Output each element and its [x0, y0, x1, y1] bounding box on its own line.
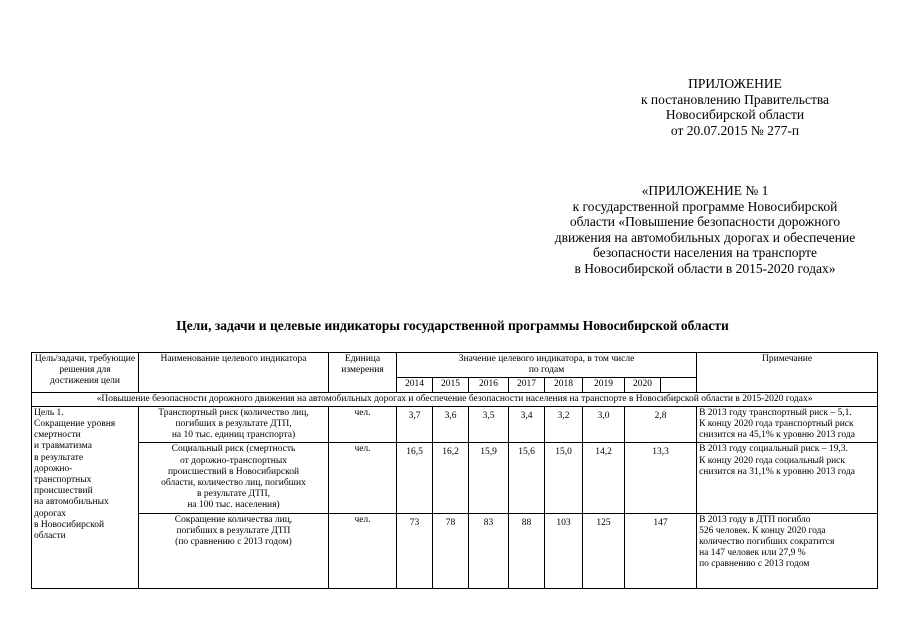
value-cell: 147: [625, 513, 697, 588]
indicator-cell: [139, 513, 329, 588]
indicator-line: области, количество лиц, погибших: [161, 478, 306, 489]
goal-line: транспортных: [34, 475, 92, 486]
value-cell: 15,9: [469, 443, 509, 513]
header-values: Значение целевого индикатора, в том числе по годам: [397, 353, 697, 378]
indicator-line: погибших в результате ДТП: [176, 525, 291, 536]
program-appendix-line: к государственной программе Новосибирской: [572, 198, 838, 214]
unit-cell: чел.: [329, 406, 397, 443]
value-cell: 3,0: [583, 406, 625, 443]
value-cell: 16,2: [433, 443, 469, 513]
goal-line: в результате: [34, 452, 84, 463]
note-line: снизится на 45,1% к уровню 2013 года: [699, 430, 855, 441]
note-line: количество погибших сократится: [699, 537, 835, 548]
value-cell: 2,8: [625, 406, 697, 443]
page-title: Цели, задачи и целевые индикаторы государственной программы Новосибирской области: [176, 318, 729, 333]
goal-line: и травматизма: [34, 441, 92, 452]
note-line: В 2013 году в ДТП погибло: [699, 514, 811, 525]
indicator-line: Транспортный риск (количество лиц,: [158, 407, 309, 418]
program-appendix-header: [520, 183, 890, 276]
program-name-cell: «Повышение безопасности дорожного движения на автомобильных дорогах и обеспечение безопасности населения на транспорте в Новосибирской области в 2015-2020 годах»: [32, 392, 878, 406]
table-row: [32, 406, 878, 443]
goal-line: дорогах: [34, 508, 66, 519]
table-header-row: [32, 353, 878, 378]
note-line: по сравнению с 2013 годом: [699, 559, 810, 570]
indicator-cell: [139, 443, 329, 513]
indicator-line: на 10 тыс. единиц транспорта): [171, 430, 296, 441]
goal-line: на автомобильных: [34, 497, 109, 508]
year-cell: 2017: [509, 378, 545, 392]
value-cell: 15,0: [545, 443, 583, 513]
indicator-line: погибших в результате ДТП,: [175, 419, 292, 430]
table-row: [32, 443, 878, 513]
appendix-line: к постановлению Правительства: [640, 91, 830, 107]
goal-line: дорожно-: [34, 463, 73, 474]
indicator-cell: [139, 406, 329, 443]
year-spacer-cell: [661, 378, 697, 392]
note-line: В 2013 году транспортный риск – 5,1.: [699, 407, 852, 418]
appendix-line: от 20.07.2015 № 277-п: [670, 122, 800, 138]
indicator-line: (по сравнению с 2013 годом): [175, 537, 292, 548]
unit-cell: чел.: [329, 513, 397, 588]
program-appendix-line: области «Повышение безопасности дорожного: [569, 214, 841, 229]
value-cell: 3,2: [545, 406, 583, 443]
program-row: [32, 392, 878, 406]
note-line: К концу 2020 года транспортный риск: [699, 419, 854, 430]
appendix-line: Новосибирской области: [665, 107, 805, 122]
goal-line: смертности: [34, 430, 81, 441]
note-cell: [697, 443, 878, 513]
indicators-table: [31, 352, 878, 589]
value-cell: 88: [509, 513, 545, 588]
value-cell: 3,6: [433, 406, 469, 443]
indicator-line: от дорожно-транспортных: [180, 455, 287, 466]
value-cell: 78: [433, 513, 469, 588]
program-appendix-line: «ПРИЛОЖЕНИЕ № 1: [641, 183, 769, 198]
unit-cell: чел.: [329, 443, 397, 513]
goal-line: в Новосибирской: [34, 519, 105, 530]
indicator-line: Сокращение количества лиц,: [174, 514, 293, 525]
year-cell: 2016: [469, 378, 509, 392]
year-cell: 2020: [625, 378, 661, 392]
value-cell: 3,7: [397, 406, 433, 443]
indicator-line: происшествий в Новосибирской: [167, 466, 300, 477]
year-cell: 2018: [545, 378, 583, 392]
year-cell: 2014: [397, 378, 433, 392]
note-line: К концу 2020 года социальный риск: [699, 455, 846, 466]
value-cell: 103: [545, 513, 583, 588]
header-indicator: Наименование целевого индикатора: [139, 353, 329, 393]
goal-cell: [32, 406, 139, 588]
note-line: на 147 человек или 27,9 %: [699, 548, 806, 559]
value-cell: 73: [397, 513, 433, 588]
value-cell: 15,6: [509, 443, 545, 513]
note-line: В 2013 году социальный риск – 19,3.: [699, 444, 848, 455]
header-unit: Единица измерения: [329, 353, 397, 393]
note-line: 526 человек. К концу 2020 года: [699, 525, 826, 536]
value-cell: 3,4: [509, 406, 545, 443]
value-cell: 14,2: [583, 443, 625, 513]
note-cell: [697, 513, 878, 588]
goal-line: происшествий: [34, 486, 93, 497]
program-appendix-line: безопасности населения на транспорте: [592, 245, 818, 260]
value-cell: 125: [583, 513, 625, 588]
program-appendix-line: в Новосибирской области в 2015-2020 годах»: [574, 260, 836, 276]
appendix-line: ПРИЛОЖЕНИЕ: [688, 76, 782, 91]
program-appendix-line: движения на автомобильных дорогах и обеспечение: [554, 229, 856, 245]
note-line: снизится на 31,1% к уровню 2013 года: [699, 466, 855, 477]
header-note: Примечание: [697, 353, 878, 393]
goal-line: Сокращение уровня: [34, 419, 116, 430]
year-cell: 2019: [583, 378, 625, 392]
value-cell: 13,3: [625, 443, 697, 513]
note-cell: [697, 406, 878, 443]
value-cell: 3,5: [469, 406, 509, 443]
value-cell: 16,5: [397, 443, 433, 513]
goal-line: Цель 1.: [34, 407, 64, 418]
indicator-line: на 100 тыс. населения): [187, 500, 280, 511]
decree-appendix-header: [600, 76, 870, 138]
header-goal: Цель/задачи, требующие решения для достижения цели: [32, 353, 139, 393]
year-cell: 2015: [433, 378, 469, 392]
indicator-line: Социальный риск (смертность: [171, 444, 296, 455]
value-cell: 83: [469, 513, 509, 588]
indicator-line: в результате ДТП,: [196, 489, 271, 500]
goal-line: области: [34, 531, 66, 542]
table-row: [32, 513, 878, 588]
